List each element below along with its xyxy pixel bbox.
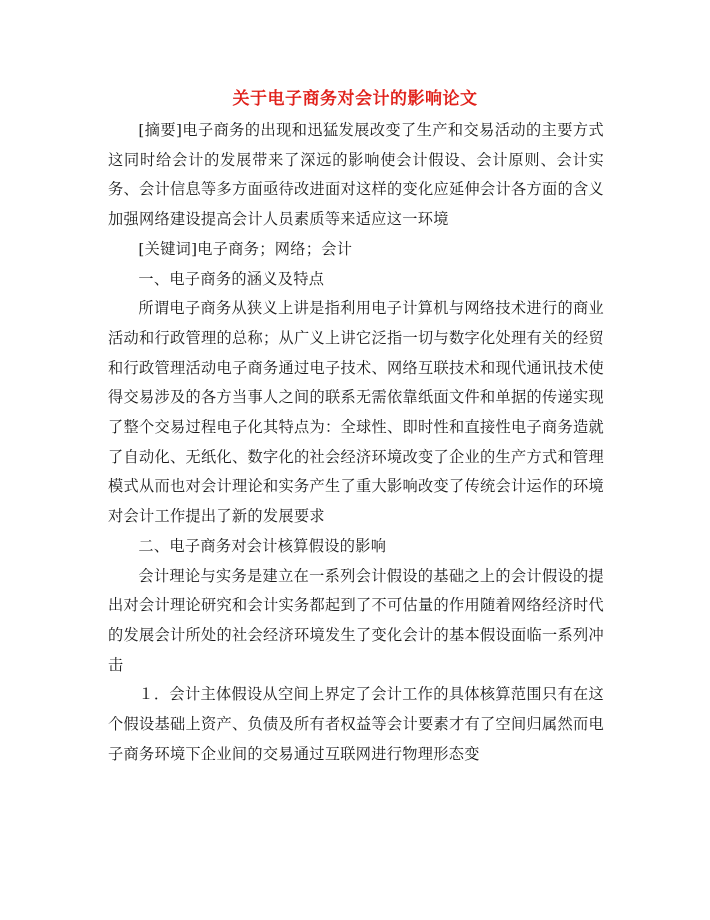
abstract-paragraph: [摘要]电子商务的出现和迅猛发展改变了生产和交易活动的主要方式这同时给会计的发展带来了深远的影响使会计假设、会计原则、会计实务、会计信息等多方面亟待改进面对这样的变化应延伸会计各方面的含义加强网络建设提高会计人员素质等来适应这一环境: [108, 121, 604, 229]
keywords-paragraph: [关键词]电子商务；网络；会计: [138, 239, 353, 258]
section-2-heading: 二、电子商务对会计核算假设的影响: [138, 536, 387, 555]
list-item-1-paragraph: １．会计主体假设从空间上界定了会计工作的具体核算范围只有在这个假设基础上资产、负债及所有者权益等会计要素才有了空间归属然而电子商务环境下企业间的交易通过互联网进行物理形态变: [108, 685, 604, 763]
document-body: [108, 116, 604, 769]
section-1-paragraph: 所谓电子商务从狭义上讲是指利用电子计算机与网络技术进行的商业活动和行政管理的总称；从广义上讲它泛指一切与数字化处理有关的经贸和行政管理活动电子商务通过电子技术、网络互联技术和现代通讯技术使得交易涉及的各方当事人之间的联系无需依靠纸面文件和单据的传递实现了整个交易过程电子化其特点为：全球性、即时性和直接性电子商务造就了自动化、无纸化、数字化的社会经济环境改变了企业的生产方式和管理模式从而也对会计理论和实务产生了重大影响改变了传统会计运作的环境对会计工作提出了新的发展要求: [108, 299, 604, 526]
document-title: 关于电子商务对会计的影响论文: [232, 89, 478, 109]
section-2-paragraph: 会计理论与实务是建立在一系列会计假设的基础之上的会计假设的提出对会计理论研究和会计实务都起到了不可估量的作用随着网络经济时代的发展会计所处的社会经济环境发生了变化会计的基本假设面临一系列冲击: [108, 566, 604, 674]
section-1-heading: 一、电子商务的涵义及特点: [138, 269, 325, 288]
